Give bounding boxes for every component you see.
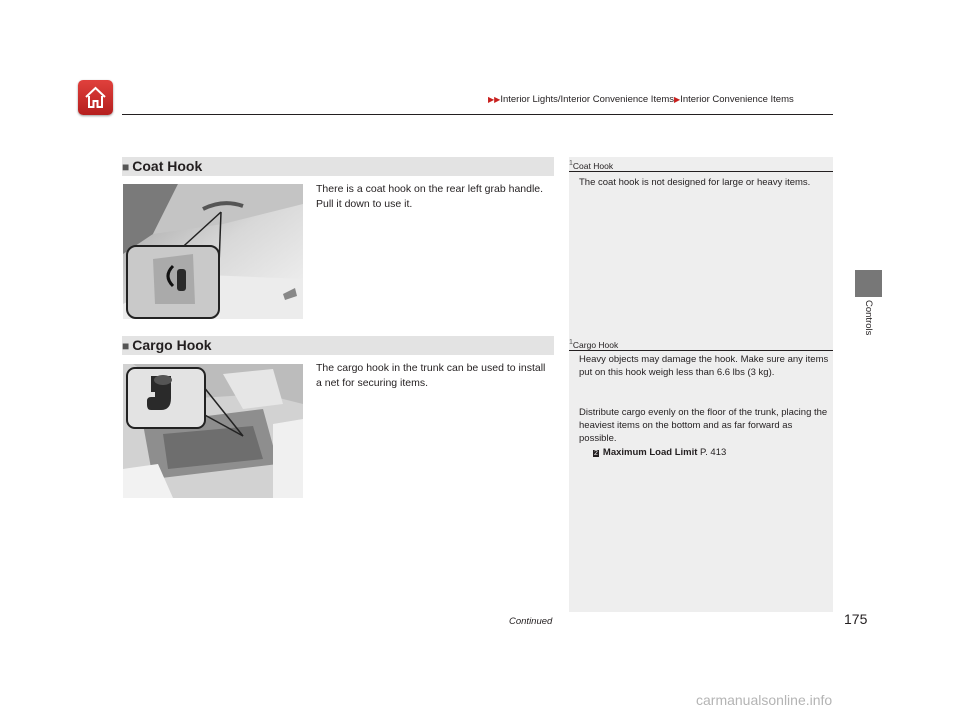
continued-label: Continued bbox=[509, 616, 553, 627]
breadcrumb-part2[interactable]: Interior Convenience Items bbox=[680, 94, 794, 105]
watermark: carmanualsonline.info bbox=[696, 692, 833, 708]
header-rule bbox=[122, 114, 833, 115]
breadcrumb bbox=[488, 94, 794, 105]
cross-reference-icon: 2 bbox=[594, 450, 598, 457]
breadcrumb-arrow-icon: ▶▶ bbox=[488, 95, 501, 104]
coat-hook-heading bbox=[122, 157, 554, 176]
coat-hook-image bbox=[123, 184, 303, 319]
chapter-tab-marker bbox=[855, 270, 882, 297]
cargo-hook-body: The cargo hook in the trunk can be used to install a net for securing items. bbox=[316, 362, 546, 389]
coat-hook-note-title bbox=[569, 157, 833, 172]
cargo-hook-heading bbox=[122, 336, 554, 355]
cargo-hook-heading-text: Cargo Hook bbox=[132, 337, 212, 353]
maximum-load-limit-link[interactable] bbox=[593, 447, 726, 458]
section-square-icon: ■ bbox=[122, 160, 130, 174]
coat-hook-body: There is a coat hook on the rear left grab handle. Pull it down to use it. bbox=[316, 183, 544, 210]
home-button[interactable] bbox=[78, 80, 113, 115]
coat-hook-note-text: The coat hook is not designed for large or heavy items. bbox=[579, 177, 811, 188]
cargo-hook-note-title bbox=[569, 336, 833, 351]
cargo-hook-note-title-text: Cargo Hook bbox=[572, 339, 619, 350]
breadcrumb-arrow-icon: ▶ bbox=[674, 95, 681, 104]
note-number: 1 bbox=[569, 160, 573, 167]
section-square-icon: ■ bbox=[122, 339, 130, 353]
home-icon bbox=[83, 85, 108, 110]
breadcrumb-part1[interactable]: Interior Lights/Interior Convenience Items bbox=[500, 94, 675, 105]
coat-hook-note-title-text: Coat Hook bbox=[572, 160, 614, 171]
xref-title: Maximum Load Limit bbox=[602, 447, 698, 458]
cargo-hook-image bbox=[123, 364, 303, 498]
cargo-hook-note-para2: Distribute cargo evenly on the floor of the trunk, placing the heaviest items on the bottom and as far forward as possible. bbox=[579, 407, 828, 444]
chapter-tab-label[interactable]: Controls bbox=[863, 300, 874, 336]
page-number: 175 bbox=[844, 611, 868, 627]
notes-sidebar bbox=[569, 157, 833, 612]
note-number: 1 bbox=[569, 339, 573, 346]
cargo-hook-note-para1: Heavy objects may damage the hook. Make sure any items put on this hook weigh less than 6.6 lbs (3 kg). bbox=[579, 354, 829, 378]
xref-page: P. 413 bbox=[700, 447, 727, 458]
coat-hook-heading-text: Coat Hook bbox=[132, 158, 203, 174]
